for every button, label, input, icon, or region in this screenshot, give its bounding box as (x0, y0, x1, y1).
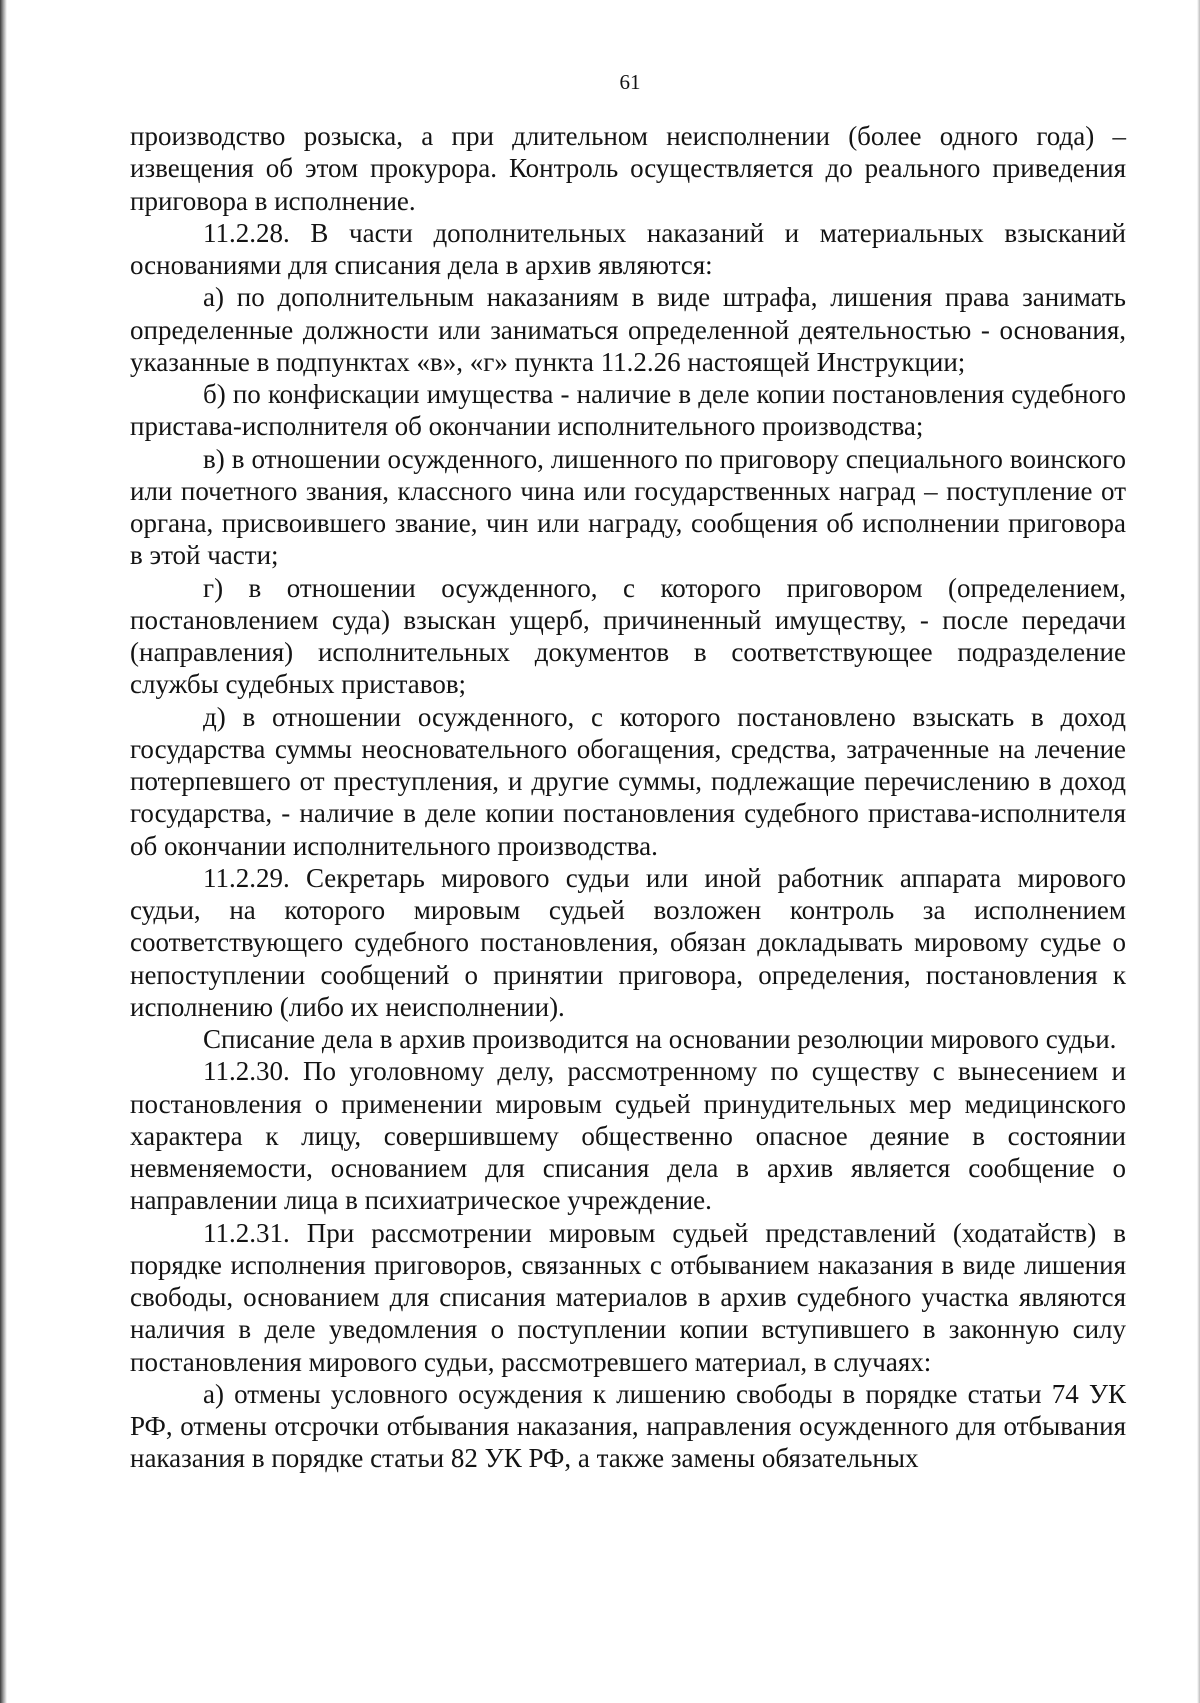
paragraph-continuation: производство розыска, а при длительном неисполнении (более одного года) – извещения об этом прокурора. Контроль осуществляется до реального приведения приговора в исполнение. (130, 121, 1126, 216)
body-text (130, 120, 1126, 1475)
paragraph-11-2-29: 11.2.29. Секретарь мирового судьи или иной работник аппарата мирового судьи, на которого мировым судьей возложен контроль за исполнением соответствующего судебного постановления, обязан докладывать мировому судье о непоступлении сообщений о принятии приговора, определения, постановления к исполнению (либо их неисполнении). (130, 862, 1126, 1022)
paragraph-item-d: д) в отношении осужденного, с которого постановлено взыскать в доход государства суммы неосновательного обогащения, средства, затраченные на лечение потерпевшего от преступления, и другие суммы, подлежащие перечислению в доход государства, - наличие в деле копии постановления судебного пристава-исполнителя об окончании исполнительного производства. (130, 701, 1126, 861)
paragraph-item-g: г) в отношении осужденного, с которого приговором (определением, постановлением суда) взыскан ущерб, причиненный имуществу, - после передачи (направления) исполнительных документов в соответствующее подразделение службы судебных приставов; (130, 572, 1126, 700)
paragraph-item-b: б) по конфискации имущества - наличие в деле копии постановления судебного пристава-исполнителя об окончании исполнительного производства; (130, 379, 1126, 442)
paragraph-archive-resolution: Списание дела в архив производится на основании резолюции мирового судьи. (203, 1024, 1117, 1054)
paragraph-item-v: в) в отношении осужденного, лишенного по приговору специального воинского или почетного звания, классного чина или государственных наград – поступление от органа, присвоившего звание, чин или награду, сообщения об исполнении приговора в этой части; (130, 443, 1126, 571)
paragraph-item-a: а) по дополнительным наказаниям в виде штрафа, лишения права занимать определенные должности или заниматься определенной деятельностью - основания, указанные в подпунктах «в», «г» пункта 11.2.26 настоящей Инструкции; (130, 282, 1126, 377)
scan-left-edge (0, 0, 7, 1703)
paragraph-11-2-31: 11.2.31. При рассмотрении мировым судьей представлений (ходатайств) в порядке исполнения приговоров, связанных с отбыванием наказания в виде лишения свободы, основанием для списания материалов в архив судебного участка являются наличия в деле уведомления о поступлении копии вступившего в законную силу постановления мирового судьи, рассмотревшего материал, в случаях: (130, 1217, 1126, 1377)
page-number: 61 (619, 70, 641, 94)
paragraph-11-2-28: 11.2.28. В части дополнительных наказаний и материальных взысканий основаниями для списания дела в архив являются: (130, 217, 1126, 280)
paragraph-case-a: а) отмены условного осуждения к лишению свободы в порядке статьи 74 УК РФ, отмены отсрочки отбывания наказания, направления осужденного для отбывания наказания в порядке статьи 82 УК РФ, а также замены обязательных (130, 1378, 1126, 1474)
paragraph-11-2-30: 11.2.30. По уголовному делу, рассмотренному по существу с вынесением и постановления о применении мировым судьей принудительных мер медицинского характера к лицу, совершившему общественно опасное деяние в состоянии невменяемости, основанием для списания дела в архив является сообщение о направлении лица в психиатрическое учреждение. (130, 1056, 1126, 1216)
